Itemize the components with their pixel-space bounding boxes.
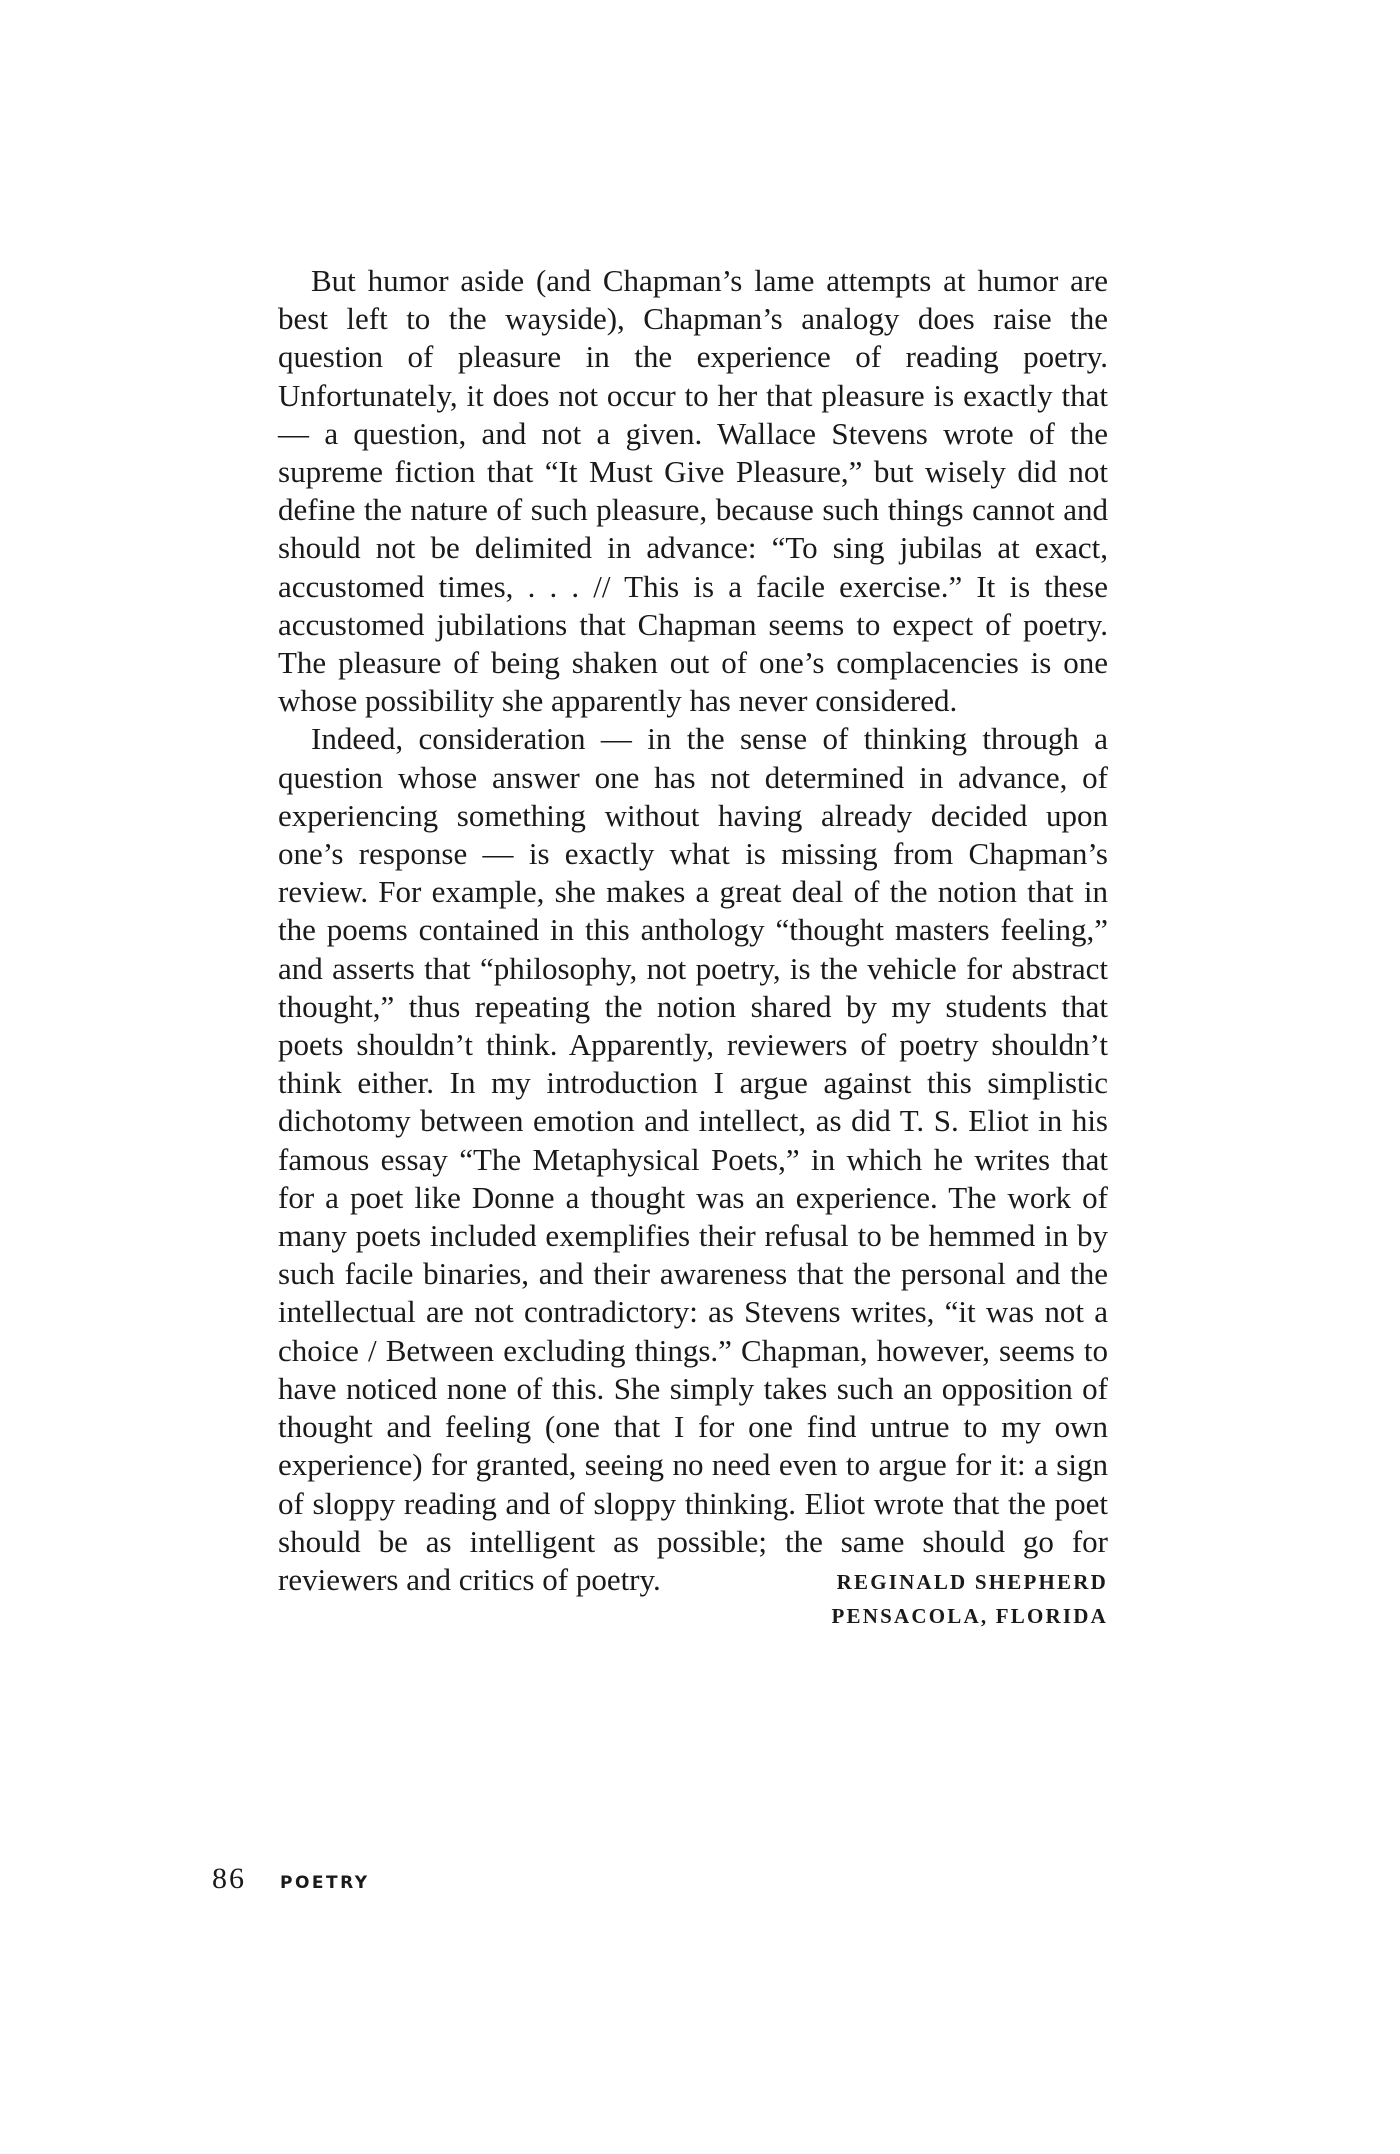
author-location: PENSACOLA, FLORIDA: [831, 1604, 1108, 1628]
running-head: POETRY: [280, 1873, 370, 1893]
paragraph-2: Indeed, consideration — in the sense of thinking through a question whose answer one has not determined in advance, of experiencing something without having already decided upon one’s response — is exactly what is missing from Chapman’s review. For example, she makes a great deal of the notion that in the poems contained in this anthology “thought masters feeling,” and asserts that “philosophy, not poetry, is the vehicle for abstract thought,” thus repeating the notion shared by my students that poets shouldn’t think. Apparently, reviewers of poetry shouldn’t think either. In my introduction I argue against this simplistic dichotomy between emotion and intellect, as did T. S. Eliot in his famous essay “The Metaphysical Poets,” in which he writes that for a poet like Donne a thought was an experience. The work of many poets included exemplifies their refusal to be hemmed in by such facile binaries, and their awareness that the personal and the intellectual are not contradictory: as Stevens writes, “it was not a choice / Between excluding things.” Chapman, however, seems to have noticed none of this. She simply takes such an opposition of thought and feeling (one that I for one find untrue to my own experience) for granted, seeing no need even to argue for it: a sign of sloppy reading and of sloppy thinking. Eliot wrote that the poet should be as intelligent as possible; the same should go for reviewers and critics of poetry.: [278, 721, 1108, 1597]
paragraph-1: But humor aside (and Chapman’s lame attempts at humor are best left to the wayside), Chapman’s analogy does raise the question of pleasure in the experience of reading poetry. Unfortunately, it does not occur to her that pleasure is exactly that — a question, and not a given. Wallace Stevens wrote of the supreme fiction that “It Must Give Pleasure,” but wisely did not define the nature of such pleasure, because such things cannot and should not be delimited in advance: “To sing jubilas at exact, accustomed times, . . . // This is a facile exercise.” It is these accustomed jubilations that Chapman seems to expect of poetry. The pleasure of being shaken out of one’s complacencies is one whose possibility she apparently has never considered.: [278, 263, 1108, 719]
author-name: REGINALD SHEPHERD: [836, 1570, 1108, 1594]
page-footer: [212, 1862, 370, 1896]
letter-body: [278, 262, 1108, 1599]
signature-block: [832, 1565, 1108, 1633]
page-number: 86: [212, 1862, 246, 1895]
